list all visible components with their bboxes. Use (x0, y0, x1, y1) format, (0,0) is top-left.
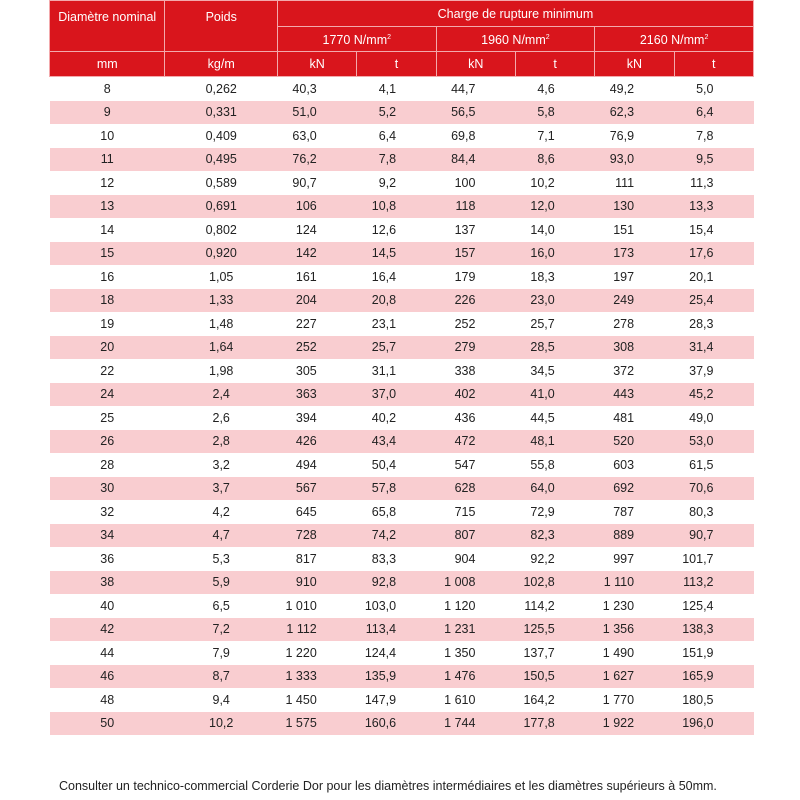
cell-diametre: 30 (50, 477, 165, 501)
cell-value: 63,0 (277, 124, 356, 148)
unit-header: mm (50, 52, 165, 77)
cell-value: 1 627 (595, 665, 674, 689)
header-diametre: Diamètre nominal (50, 1, 165, 52)
cell-value: 402 (436, 383, 515, 407)
cell-value: 11,3 (674, 171, 753, 195)
cell-value: 28,5 (515, 336, 594, 360)
header-grade: 1770 $N/mm^2$ (277, 27, 436, 52)
cell-value: 137,7 (515, 641, 594, 665)
cell-value: 137 (436, 218, 515, 242)
cell-diametre: 24 (50, 383, 165, 407)
cell-value: 603 (595, 453, 674, 477)
cell-diametre: 22 (50, 359, 165, 383)
cell-value: 7,1 (515, 124, 594, 148)
cell-poids: 8,7 (165, 665, 277, 689)
cell-value: 157 (436, 242, 515, 266)
unit-header: kN (436, 52, 515, 77)
cell-value: 4,1 (357, 77, 436, 101)
cell-value: 113,2 (674, 571, 753, 595)
cell-diametre: 44 (50, 641, 165, 665)
cell-value: 138,3 (674, 618, 753, 642)
cell-diametre: 12 (50, 171, 165, 195)
cell-value: 61,5 (674, 453, 753, 477)
cell-value: 9,2 (357, 171, 436, 195)
cell-value: 10,8 (357, 195, 436, 219)
cell-value: 1 610 (436, 688, 515, 712)
table-row (50, 547, 754, 571)
cell-poids: 1,48 (165, 312, 277, 336)
cell-poids: 3,7 (165, 477, 277, 501)
cell-value: 92,2 (515, 547, 594, 571)
cell-value: 50,4 (357, 453, 436, 477)
cell-value: 51,0 (277, 101, 356, 125)
unit-header: kN (595, 52, 674, 77)
cell-poids: 0,802 (165, 218, 277, 242)
cell-poids: 7,2 (165, 618, 277, 642)
cell-value: 44,5 (515, 406, 594, 430)
cell-value: 1 770 (595, 688, 674, 712)
table-row (50, 618, 754, 642)
cell-diametre: 14 (50, 218, 165, 242)
cell-value: 25,7 (357, 336, 436, 360)
table-row (50, 712, 754, 736)
table-row (50, 265, 754, 289)
cell-value: 65,8 (357, 500, 436, 524)
cell-value: 1 230 (595, 594, 674, 618)
cell-poids: 3,2 (165, 453, 277, 477)
cell-diametre: 36 (50, 547, 165, 571)
cell-value: 100 (436, 171, 515, 195)
cell-value: 101,7 (674, 547, 753, 571)
cell-value: 53,0 (674, 430, 753, 454)
cell-value: 23,1 (357, 312, 436, 336)
cell-value: 62,3 (595, 101, 674, 125)
cell-poids: 2,6 (165, 406, 277, 430)
cell-value: 1 010 (277, 594, 356, 618)
cell-poids: 0,409 (165, 124, 277, 148)
cell-value: 34,5 (515, 359, 594, 383)
cell-value: 25,4 (674, 289, 753, 313)
cell-value: 70,6 (674, 477, 753, 501)
cell-value: 1 575 (277, 712, 356, 736)
cell-value: 41,0 (515, 383, 594, 407)
cell-diametre: 18 (50, 289, 165, 313)
cell-value: 1 744 (436, 712, 515, 736)
cell-value: 1 922 (595, 712, 674, 736)
cell-diametre: 26 (50, 430, 165, 454)
cell-value: 1 220 (277, 641, 356, 665)
cell-value: 817 (277, 547, 356, 571)
cell-poids: 9,4 (165, 688, 277, 712)
cell-poids: 0,589 (165, 171, 277, 195)
cell-value: 807 (436, 524, 515, 548)
rupture-table (49, 0, 754, 735)
cell-value: 4,6 (515, 77, 594, 101)
cell-poids: 0,495 (165, 148, 277, 172)
cell-value: 197 (595, 265, 674, 289)
cell-value: 151,9 (674, 641, 753, 665)
cell-value: 308 (595, 336, 674, 360)
table-row (50, 289, 754, 313)
table-row (50, 124, 754, 148)
table-row (50, 195, 754, 219)
cell-value: 227 (277, 312, 356, 336)
cell-value: 173 (595, 242, 674, 266)
cell-value: 135,9 (357, 665, 436, 689)
cell-value: 547 (436, 453, 515, 477)
cell-value: 43,4 (357, 430, 436, 454)
cell-value: 16,0 (515, 242, 594, 266)
cell-value: 56,5 (436, 101, 515, 125)
cell-value: 278 (595, 312, 674, 336)
cell-value: 6,4 (674, 101, 753, 125)
cell-value: 124 (277, 218, 356, 242)
cell-poids: 5,3 (165, 547, 277, 571)
cell-value: 15,4 (674, 218, 753, 242)
table-row (50, 148, 754, 172)
cell-value: 72,9 (515, 500, 594, 524)
table-row (50, 383, 754, 407)
cell-value: 180,5 (674, 688, 753, 712)
cell-value: 1 356 (595, 618, 674, 642)
header-grade: 1960 $N/mm^2$ (436, 27, 595, 52)
cell-diametre: 9 (50, 101, 165, 125)
cell-diametre: 19 (50, 312, 165, 336)
cell-value: 196,0 (674, 712, 753, 736)
cell-value: 147,9 (357, 688, 436, 712)
cell-value: 338 (436, 359, 515, 383)
cell-value: 567 (277, 477, 356, 501)
cell-poids: 6,5 (165, 594, 277, 618)
cell-value: 130 (595, 195, 674, 219)
cell-value: 37,0 (357, 383, 436, 407)
cell-diametre: 46 (50, 665, 165, 689)
cell-value: 1 008 (436, 571, 515, 595)
cell-diametre: 13 (50, 195, 165, 219)
cell-value: 76,9 (595, 124, 674, 148)
cell-poids: 4,2 (165, 500, 277, 524)
cell-value: 28,3 (674, 312, 753, 336)
cell-value: 5,8 (515, 101, 594, 125)
cell-poids: 10,2 (165, 712, 277, 736)
cell-value: 179 (436, 265, 515, 289)
table-row (50, 242, 754, 266)
table-row (50, 688, 754, 712)
cell-value: 49,2 (595, 77, 674, 101)
cell-value: 31,4 (674, 336, 753, 360)
table-row (50, 430, 754, 454)
cell-poids: 0,331 (165, 101, 277, 125)
cell-poids: 5,9 (165, 571, 277, 595)
table-row (50, 101, 754, 125)
cell-value: 14,5 (357, 242, 436, 266)
table-row (50, 336, 754, 360)
header-poids: Poids (165, 1, 277, 52)
cell-value: 204 (277, 289, 356, 313)
cell-value: 20,8 (357, 289, 436, 313)
footer-note: Consulter un technico-commercial Corderie Dor pour les diamètres intermédiaires et les diamètres supérieurs à 50mm. (59, 779, 717, 793)
cell-value: 226 (436, 289, 515, 313)
cell-value: 82,3 (515, 524, 594, 548)
table-row (50, 218, 754, 242)
cell-value: 279 (436, 336, 515, 360)
cell-value: 106 (277, 195, 356, 219)
cell-value: 114,2 (515, 594, 594, 618)
cell-diametre: 15 (50, 242, 165, 266)
cell-value: 45,2 (674, 383, 753, 407)
cell-value: 436 (436, 406, 515, 430)
cell-value: 787 (595, 500, 674, 524)
cell-value: 142 (277, 242, 356, 266)
cell-value: 1 350 (436, 641, 515, 665)
cell-value: 904 (436, 547, 515, 571)
cell-value: 164,2 (515, 688, 594, 712)
table-header (50, 1, 754, 77)
unit-header: kN (277, 52, 356, 77)
cell-value: 25,7 (515, 312, 594, 336)
unit-header: t (515, 52, 594, 77)
cell-value: 1 490 (595, 641, 674, 665)
cell-value: 692 (595, 477, 674, 501)
cell-value: 520 (595, 430, 674, 454)
cell-value: 14,0 (515, 218, 594, 242)
cell-value: 12,0 (515, 195, 594, 219)
table-row (50, 171, 754, 195)
cell-value: 8,6 (515, 148, 594, 172)
cell-value: 49,0 (674, 406, 753, 430)
cell-value: 57,8 (357, 477, 436, 501)
cell-diametre: 48 (50, 688, 165, 712)
cell-value: 910 (277, 571, 356, 595)
cell-diametre: 40 (50, 594, 165, 618)
cell-diametre: 8 (50, 77, 165, 101)
cell-value: 249 (595, 289, 674, 313)
cell-diametre: 25 (50, 406, 165, 430)
cell-value: 10,2 (515, 171, 594, 195)
cell-value: 17,6 (674, 242, 753, 266)
cell-poids: 0,691 (165, 195, 277, 219)
cell-value: 103,0 (357, 594, 436, 618)
cell-value: 90,7 (674, 524, 753, 548)
cell-value: 69,8 (436, 124, 515, 148)
cell-value: 92,8 (357, 571, 436, 595)
cell-value: 48,1 (515, 430, 594, 454)
table-row (50, 594, 754, 618)
cell-value: 40,3 (277, 77, 356, 101)
table-row (50, 77, 754, 101)
cell-poids: 0,262 (165, 77, 277, 101)
cell-value: 90,7 (277, 171, 356, 195)
cell-value: 80,3 (674, 500, 753, 524)
cell-value: 645 (277, 500, 356, 524)
cell-value: 5,2 (357, 101, 436, 125)
cell-value: 151 (595, 218, 674, 242)
unit-header: t (357, 52, 436, 77)
cell-value: 150,5 (515, 665, 594, 689)
cell-value: 715 (436, 500, 515, 524)
cell-value: 55,8 (515, 453, 594, 477)
cell-value: 252 (436, 312, 515, 336)
cell-value: 44,7 (436, 77, 515, 101)
cell-diametre: 38 (50, 571, 165, 595)
cell-poids: 4,7 (165, 524, 277, 548)
cell-value: 1 333 (277, 665, 356, 689)
cell-value: 23,0 (515, 289, 594, 313)
cell-value: 1 120 (436, 594, 515, 618)
cell-diametre: 34 (50, 524, 165, 548)
table-row (50, 406, 754, 430)
table-row (50, 665, 754, 689)
cell-value: 305 (277, 359, 356, 383)
cell-value: 125,5 (515, 618, 594, 642)
cell-value: 7,8 (674, 124, 753, 148)
cell-value: 113,4 (357, 618, 436, 642)
cell-diametre: 28 (50, 453, 165, 477)
cell-value: 1 231 (436, 618, 515, 642)
cell-value: 165,9 (674, 665, 753, 689)
cell-value: 889 (595, 524, 674, 548)
cell-value: 37,9 (674, 359, 753, 383)
cell-diametre: 11 (50, 148, 165, 172)
cell-value: 83,3 (357, 547, 436, 571)
cell-value: 494 (277, 453, 356, 477)
cell-value: 394 (277, 406, 356, 430)
header-charge: Charge de rupture minimum (277, 1, 753, 27)
table-row (50, 312, 754, 336)
unit-header: kg/m (165, 52, 277, 77)
cell-poids: 1,64 (165, 336, 277, 360)
cell-value: 124,4 (357, 641, 436, 665)
table-row (50, 453, 754, 477)
cell-value: 472 (436, 430, 515, 454)
table-row (50, 500, 754, 524)
cell-value: 84,4 (436, 148, 515, 172)
cell-value: 31,1 (357, 359, 436, 383)
table-row (50, 571, 754, 595)
table-row (50, 641, 754, 665)
cell-value: 7,8 (357, 148, 436, 172)
cell-value: 1 112 (277, 618, 356, 642)
cell-poids: 7,9 (165, 641, 277, 665)
cell-value: 6,4 (357, 124, 436, 148)
cell-value: 161 (277, 265, 356, 289)
cell-value: 93,0 (595, 148, 674, 172)
cell-diametre: 50 (50, 712, 165, 736)
cell-diametre: 20 (50, 336, 165, 360)
cell-value: 177,8 (515, 712, 594, 736)
cell-poids: 2,8 (165, 430, 277, 454)
cell-value: 16,4 (357, 265, 436, 289)
cell-diametre: 42 (50, 618, 165, 642)
cell-value: 40,2 (357, 406, 436, 430)
cell-value: 74,2 (357, 524, 436, 548)
cell-value: 12,6 (357, 218, 436, 242)
cell-value: 728 (277, 524, 356, 548)
cell-value: 628 (436, 477, 515, 501)
cell-poids: 2,4 (165, 383, 277, 407)
cell-poids: 1,05 (165, 265, 277, 289)
cell-value: 20,1 (674, 265, 753, 289)
cell-value: 426 (277, 430, 356, 454)
cell-value: 1 476 (436, 665, 515, 689)
cell-value: 1 110 (595, 571, 674, 595)
cell-value: 997 (595, 547, 674, 571)
cell-value: 18,3 (515, 265, 594, 289)
cell-poids: 0,920 (165, 242, 277, 266)
table-row (50, 477, 754, 501)
cell-value: 372 (595, 359, 674, 383)
cell-value: 443 (595, 383, 674, 407)
cell-value: 9,5 (674, 148, 753, 172)
unit-header: t (674, 52, 753, 77)
cell-value: 64,0 (515, 477, 594, 501)
cell-poids: 1,33 (165, 289, 277, 313)
cell-value: 102,8 (515, 571, 594, 595)
table-row (50, 359, 754, 383)
cell-value: 481 (595, 406, 674, 430)
cell-value: 118 (436, 195, 515, 219)
table-body (50, 77, 754, 736)
cell-value: 125,4 (674, 594, 753, 618)
cell-value: 76,2 (277, 148, 356, 172)
cell-value: 13,3 (674, 195, 753, 219)
cell-diametre: 10 (50, 124, 165, 148)
cell-diametre: 16 (50, 265, 165, 289)
cell-value: 252 (277, 336, 356, 360)
cell-value: 111 (595, 171, 674, 195)
cell-value: 160,6 (357, 712, 436, 736)
table-row (50, 524, 754, 548)
cell-poids: 1,98 (165, 359, 277, 383)
header-grade: 2160 $N/mm^2$ (595, 27, 754, 52)
cell-diametre: 32 (50, 500, 165, 524)
cell-value: 5,0 (674, 77, 753, 101)
cell-value: 363 (277, 383, 356, 407)
cell-value: 1 450 (277, 688, 356, 712)
